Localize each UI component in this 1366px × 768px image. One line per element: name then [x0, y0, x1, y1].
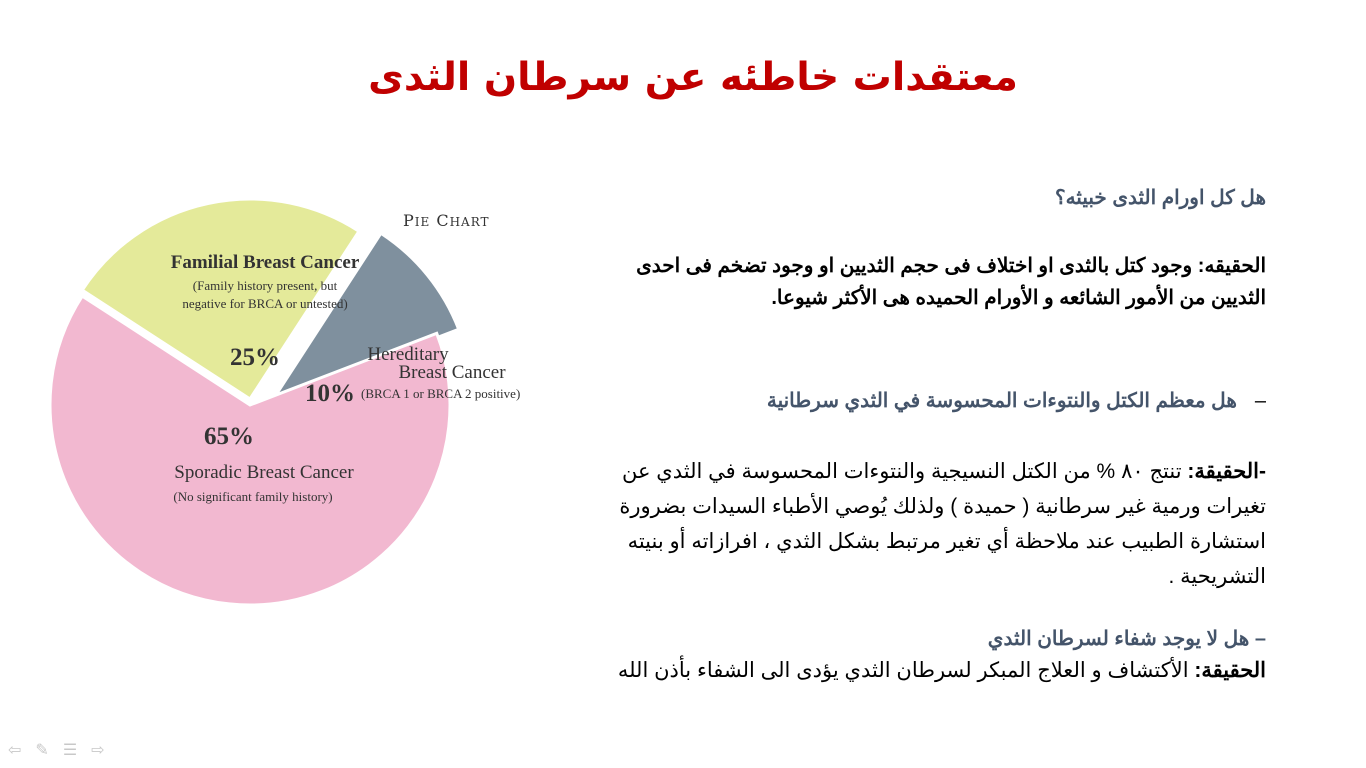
- fact-1-text: وجود كتل بالثدى او اختلاف فى حجم الثديين او وجود تضخم فى احدى الثديين من الأمور الشائعه و الأورام الحميده هى الأكثر شيوعا.: [636, 255, 1266, 309]
- pie-chart-title: PIE CHART: [403, 211, 490, 230]
- forward-arrow-icon[interactable]: ⇨: [91, 742, 105, 759]
- fact-3-label: الحقيقة:: [1194, 659, 1266, 682]
- slice-label-familial: Familial Breast Cancer: [170, 252, 360, 273]
- slice-value-hereditary: 10%: [305, 380, 355, 407]
- pie-chart: [40, 200, 540, 620]
- fact-2-text: تنتج ٨٠ % من الكتل النسيجية والنتوءات المحسوسة في الثدي عن تغيرات ورمية غير سرطانية ( حميدة ) ولذلك يُوصي الأطباء السيدات بضرورة استشارة الطبيب عند ملاحظة أي تغير مرتبط بشكل الثدي ، افرازاته أو بنيته التشريحية .: [619, 460, 1266, 588]
- slideshow-nav: [8, 740, 105, 760]
- menu-icon[interactable]: ☰: [62, 742, 78, 759]
- slide-title: معتقدات خاطئه عن سرطان الثدى: [368, 55, 1018, 100]
- question-1: هل كل اورام الثدى خبيثه؟: [1054, 187, 1266, 209]
- question-2: هل معظم الكتل والنتوءات المحسوسة في الثدي سرطانية: [766, 390, 1237, 412]
- back-arrow-icon[interactable]: ⇦: [8, 742, 22, 759]
- question-2-dash: –: [1254, 390, 1266, 412]
- slice-note-familial-1: (Family history present, but: [192, 278, 338, 293]
- fact-3: [566, 658, 1266, 683]
- question-2-row: [706, 388, 1266, 413]
- slice-value-sporadic: 65%: [204, 423, 254, 450]
- slice-label-sporadic: Sporadic Breast Cancer: [174, 462, 354, 483]
- question-3: – هل لا يوجد شفاء لسرطان الثدي: [987, 628, 1266, 650]
- fact-1: [586, 250, 1266, 314]
- fact-2-label: -الحقيقة:: [1187, 460, 1266, 483]
- slice-label-hereditary-2: Breast Cancer: [398, 362, 506, 383]
- slice-note-hereditary: (BRCA 1 or BRCA 2 positive): [361, 386, 521, 401]
- slice-note-sporadic: (No significant family history): [173, 489, 333, 504]
- slice-value-familial: 25%: [230, 344, 280, 371]
- slice-label-hereditary-1: Hereditary: [367, 344, 449, 365]
- fact-2: [566, 454, 1266, 594]
- slice-note-familial-2: negative for BRCA or untested): [182, 296, 348, 311]
- fact-3-text: الأكتشاف و العلاج المبكر لسرطان الثدي يؤدى الى الشفاء بأذن الله: [617, 659, 1195, 682]
- fact-1-label: الحقيقه:: [1197, 255, 1266, 277]
- pen-icon[interactable]: ✎: [35, 742, 49, 759]
